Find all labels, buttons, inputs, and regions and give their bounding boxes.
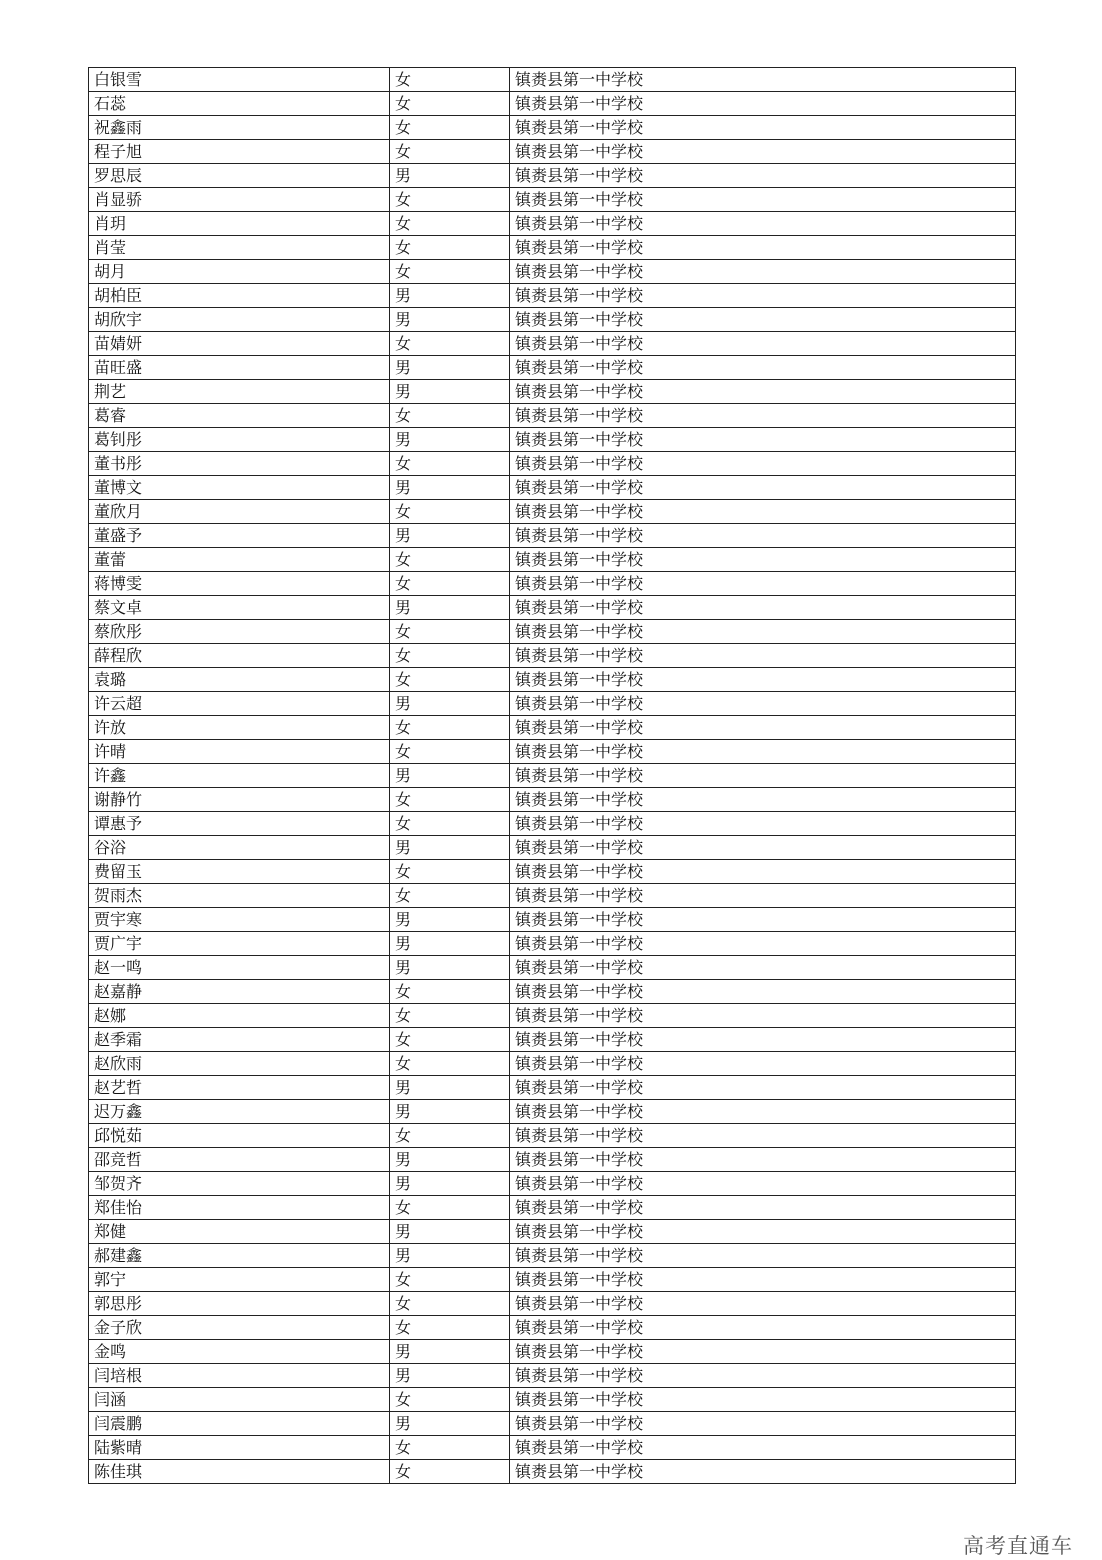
student-name-cell: 谢静竹 [89, 788, 390, 812]
school-cell: 镇赉县第一中学校 [510, 1076, 1016, 1100]
gender-cell: 男 [390, 1412, 510, 1436]
gender-cell: 女 [390, 788, 510, 812]
gender-cell: 女 [390, 572, 510, 596]
school-cell: 镇赉县第一中学校 [510, 860, 1016, 884]
table-row [89, 884, 1016, 908]
gender-cell: 男 [390, 1220, 510, 1244]
student-name-cell: 贾宇寒 [89, 908, 390, 932]
student-name-cell: 胡月 [89, 260, 390, 284]
school-cell: 镇赉县第一中学校 [510, 668, 1016, 692]
school-cell: 镇赉县第一中学校 [510, 548, 1016, 572]
school-cell: 镇赉县第一中学校 [510, 476, 1016, 500]
student-name-cell: 郑佳怡 [89, 1196, 390, 1220]
school-cell: 镇赉县第一中学校 [510, 1364, 1016, 1388]
gender-cell: 男 [390, 164, 510, 188]
gender-cell: 男 [390, 692, 510, 716]
student-name-cell: 贾广宇 [89, 932, 390, 956]
student-name-cell: 赵一鸣 [89, 956, 390, 980]
student-name-cell: 石蕊 [89, 92, 390, 116]
school-cell: 镇赉县第一中学校 [510, 524, 1016, 548]
student-name-cell: 董博文 [89, 476, 390, 500]
table-row [89, 836, 1016, 860]
school-cell: 镇赉县第一中学校 [510, 1268, 1016, 1292]
table-row [89, 1244, 1016, 1268]
school-cell: 镇赉县第一中学校 [510, 1028, 1016, 1052]
table-row [89, 1412, 1016, 1436]
gender-cell: 女 [390, 1436, 510, 1460]
table-row [89, 980, 1016, 1004]
student-name-cell: 赵娜 [89, 1004, 390, 1028]
gender-cell: 男 [390, 356, 510, 380]
student-name-cell: 胡柏臣 [89, 284, 390, 308]
table-row [89, 428, 1016, 452]
table-row [89, 1100, 1016, 1124]
table-row [89, 188, 1016, 212]
student-name-cell: 蔡文卓 [89, 596, 390, 620]
gender-cell: 男 [390, 1148, 510, 1172]
student-name-cell: 贺雨杰 [89, 884, 390, 908]
school-cell: 镇赉县第一中学校 [510, 116, 1016, 140]
student-name-cell: 迟万鑫 [89, 1100, 390, 1124]
gender-cell: 男 [390, 1076, 510, 1100]
school-cell: 镇赉县第一中学校 [510, 452, 1016, 476]
school-cell: 镇赉县第一中学校 [510, 980, 1016, 1004]
table-body [89, 68, 1016, 1484]
student-name-cell: 费留玉 [89, 860, 390, 884]
table-row [89, 1028, 1016, 1052]
school-cell: 镇赉县第一中学校 [510, 644, 1016, 668]
student-name-cell: 邱悦茹 [89, 1124, 390, 1148]
school-cell: 镇赉县第一中学校 [510, 692, 1016, 716]
student-name-cell: 袁璐 [89, 668, 390, 692]
gender-cell: 女 [390, 452, 510, 476]
gender-cell: 男 [390, 932, 510, 956]
table-row [89, 908, 1016, 932]
gender-cell: 男 [390, 908, 510, 932]
gender-cell: 女 [390, 1028, 510, 1052]
student-name-cell: 蔡欣彤 [89, 620, 390, 644]
gender-cell: 男 [390, 836, 510, 860]
student-name-cell: 董蕾 [89, 548, 390, 572]
student-name-cell: 闫涵 [89, 1388, 390, 1412]
student-name-cell: 葛钊彤 [89, 428, 390, 452]
student-name-cell: 陆紫晴 [89, 1436, 390, 1460]
table-row [89, 860, 1016, 884]
gender-cell: 女 [390, 1268, 510, 1292]
student-name-cell: 郝建鑫 [89, 1244, 390, 1268]
table-row [89, 380, 1016, 404]
student-name-cell: 赵艺哲 [89, 1076, 390, 1100]
table-row [89, 932, 1016, 956]
student-name-cell: 葛睿 [89, 404, 390, 428]
student-name-cell: 蒋博雯 [89, 572, 390, 596]
student-name-cell: 许鑫 [89, 764, 390, 788]
school-cell: 镇赉县第一中学校 [510, 740, 1016, 764]
student-name-cell: 郑健 [89, 1220, 390, 1244]
school-cell: 镇赉县第一中学校 [510, 1460, 1016, 1484]
table-row [89, 1124, 1016, 1148]
school-cell: 镇赉县第一中学校 [510, 260, 1016, 284]
gender-cell: 女 [390, 620, 510, 644]
student-name-cell: 程子旭 [89, 140, 390, 164]
gender-cell: 男 [390, 1244, 510, 1268]
student-name-cell: 苗婧妍 [89, 332, 390, 356]
gender-cell: 女 [390, 116, 510, 140]
table-row [89, 236, 1016, 260]
student-name-cell: 罗思辰 [89, 164, 390, 188]
student-list-table [88, 67, 1016, 1484]
school-cell: 镇赉县第一中学校 [510, 788, 1016, 812]
table-row [89, 1076, 1016, 1100]
gender-cell: 女 [390, 1004, 510, 1028]
table-row [89, 164, 1016, 188]
table-row [89, 1316, 1016, 1340]
student-name-cell: 金子欣 [89, 1316, 390, 1340]
table-row [89, 764, 1016, 788]
school-cell: 镇赉县第一中学校 [510, 500, 1016, 524]
gender-cell: 男 [390, 428, 510, 452]
table-row [89, 740, 1016, 764]
student-name-cell: 许云超 [89, 692, 390, 716]
gender-cell: 女 [390, 188, 510, 212]
school-cell: 镇赉县第一中学校 [510, 908, 1016, 932]
school-cell: 镇赉县第一中学校 [510, 164, 1016, 188]
gender-cell: 女 [390, 1388, 510, 1412]
school-cell: 镇赉县第一中学校 [510, 1316, 1016, 1340]
gender-cell: 女 [390, 860, 510, 884]
school-cell: 镇赉县第一中学校 [510, 284, 1016, 308]
gender-cell: 女 [390, 1052, 510, 1076]
school-cell: 镇赉县第一中学校 [510, 1244, 1016, 1268]
table-row [89, 1196, 1016, 1220]
gender-cell: 男 [390, 524, 510, 548]
table-row [89, 1172, 1016, 1196]
table-row [89, 788, 1016, 812]
table-row [89, 284, 1016, 308]
student-name-cell: 谷浴 [89, 836, 390, 860]
table-row [89, 812, 1016, 836]
student-name-cell: 许放 [89, 716, 390, 740]
table-row [89, 1340, 1016, 1364]
school-cell: 镇赉县第一中学校 [510, 620, 1016, 644]
table-row [89, 92, 1016, 116]
student-name-cell: 肖莹 [89, 236, 390, 260]
school-cell: 镇赉县第一中学校 [510, 92, 1016, 116]
gender-cell: 女 [390, 668, 510, 692]
table-row [89, 140, 1016, 164]
gender-cell: 女 [390, 812, 510, 836]
table-row [89, 1364, 1016, 1388]
table-row [89, 620, 1016, 644]
student-name-cell: 董书彤 [89, 452, 390, 476]
student-name-cell: 谭惠予 [89, 812, 390, 836]
gender-cell: 女 [390, 980, 510, 1004]
school-cell: 镇赉县第一中学校 [510, 1172, 1016, 1196]
student-name-cell: 郭宁 [89, 1268, 390, 1292]
gender-cell: 男 [390, 380, 510, 404]
school-cell: 镇赉县第一中学校 [510, 1292, 1016, 1316]
school-cell: 镇赉县第一中学校 [510, 884, 1016, 908]
gender-cell: 女 [390, 1316, 510, 1340]
student-name-cell: 赵欣雨 [89, 1052, 390, 1076]
student-name-cell: 邵竞哲 [89, 1148, 390, 1172]
school-cell: 镇赉县第一中学校 [510, 1124, 1016, 1148]
gender-cell: 女 [390, 260, 510, 284]
school-cell: 镇赉县第一中学校 [510, 932, 1016, 956]
student-name-cell: 陈佳琪 [89, 1460, 390, 1484]
student-name-cell: 许晴 [89, 740, 390, 764]
school-cell: 镇赉县第一中学校 [510, 1052, 1016, 1076]
table-row [89, 212, 1016, 236]
gender-cell: 女 [390, 740, 510, 764]
gender-cell: 女 [390, 1196, 510, 1220]
gender-cell: 女 [390, 716, 510, 740]
table-row [89, 1004, 1016, 1028]
table-row [89, 452, 1016, 476]
school-cell: 镇赉县第一中学校 [510, 188, 1016, 212]
school-cell: 镇赉县第一中学校 [510, 596, 1016, 620]
table-row [89, 308, 1016, 332]
student-name-cell: 闫震鹏 [89, 1412, 390, 1436]
table-row [89, 68, 1016, 92]
table-row [89, 1268, 1016, 1292]
school-cell: 镇赉县第一中学校 [510, 1388, 1016, 1412]
school-cell: 镇赉县第一中学校 [510, 1220, 1016, 1244]
watermark-text: 高考直通车 [963, 1534, 1073, 1558]
gender-cell: 男 [390, 284, 510, 308]
school-cell: 镇赉县第一中学校 [510, 812, 1016, 836]
table-row [89, 1388, 1016, 1412]
gender-cell: 男 [390, 596, 510, 620]
table-row [89, 356, 1016, 380]
student-name-cell: 赵季霜 [89, 1028, 390, 1052]
gender-cell: 女 [390, 548, 510, 572]
school-cell: 镇赉县第一中学校 [510, 764, 1016, 788]
school-cell: 镇赉县第一中学校 [510, 1412, 1016, 1436]
gender-cell: 女 [390, 1292, 510, 1316]
gender-cell: 女 [390, 1124, 510, 1148]
table-row [89, 260, 1016, 284]
student-name-cell: 薛程欣 [89, 644, 390, 668]
student-name-cell: 胡欣宇 [89, 308, 390, 332]
table-row [89, 572, 1016, 596]
student-name-cell: 肖玥 [89, 212, 390, 236]
school-cell: 镇赉县第一中学校 [510, 1196, 1016, 1220]
table-row [89, 404, 1016, 428]
table-row [89, 668, 1016, 692]
student-name-cell: 祝鑫雨 [89, 116, 390, 140]
gender-cell: 女 [390, 500, 510, 524]
student-name-cell: 郭思彤 [89, 1292, 390, 1316]
table-row [89, 332, 1016, 356]
gender-cell: 女 [390, 332, 510, 356]
school-cell: 镇赉县第一中学校 [510, 308, 1016, 332]
gender-cell: 女 [390, 1460, 510, 1484]
gender-cell: 男 [390, 1100, 510, 1124]
table-row [89, 524, 1016, 548]
student-name-cell: 邹贺齐 [89, 1172, 390, 1196]
gender-cell: 女 [390, 212, 510, 236]
school-cell: 镇赉县第一中学校 [510, 1340, 1016, 1364]
school-cell: 镇赉县第一中学校 [510, 716, 1016, 740]
school-cell: 镇赉县第一中学校 [510, 236, 1016, 260]
gender-cell: 女 [390, 644, 510, 668]
table-row [89, 1436, 1016, 1460]
school-cell: 镇赉县第一中学校 [510, 1004, 1016, 1028]
gender-cell: 男 [390, 1364, 510, 1388]
student-name-cell: 白银雪 [89, 68, 390, 92]
school-cell: 镇赉县第一中学校 [510, 1436, 1016, 1460]
gender-cell: 女 [390, 140, 510, 164]
student-name-cell: 肖显骄 [89, 188, 390, 212]
gender-cell: 男 [390, 764, 510, 788]
school-cell: 镇赉县第一中学校 [510, 380, 1016, 404]
student-name-cell: 董欣月 [89, 500, 390, 524]
table-row [89, 1052, 1016, 1076]
school-cell: 镇赉县第一中学校 [510, 956, 1016, 980]
gender-cell: 女 [390, 884, 510, 908]
gender-cell: 女 [390, 404, 510, 428]
student-name-cell: 荆艺 [89, 380, 390, 404]
student-name-cell: 金鸣 [89, 1340, 390, 1364]
table-row [89, 116, 1016, 140]
school-cell: 镇赉县第一中学校 [510, 1148, 1016, 1172]
gender-cell: 女 [390, 236, 510, 260]
gender-cell: 男 [390, 308, 510, 332]
student-name-cell: 闫培根 [89, 1364, 390, 1388]
table-row [89, 1148, 1016, 1172]
school-cell: 镇赉县第一中学校 [510, 572, 1016, 596]
table-row [89, 644, 1016, 668]
school-cell: 镇赉县第一中学校 [510, 332, 1016, 356]
table-row [89, 1460, 1016, 1484]
table-row [89, 476, 1016, 500]
table-row [89, 548, 1016, 572]
school-cell: 镇赉县第一中学校 [510, 140, 1016, 164]
school-cell: 镇赉县第一中学校 [510, 836, 1016, 860]
school-cell: 镇赉县第一中学校 [510, 356, 1016, 380]
table-row [89, 596, 1016, 620]
table-row [89, 1292, 1016, 1316]
table-row [89, 500, 1016, 524]
school-cell: 镇赉县第一中学校 [510, 212, 1016, 236]
gender-cell: 男 [390, 1172, 510, 1196]
table-row [89, 716, 1016, 740]
student-name-cell: 苗旺盛 [89, 356, 390, 380]
school-cell: 镇赉县第一中学校 [510, 428, 1016, 452]
table-row [89, 692, 1016, 716]
school-cell: 镇赉县第一中学校 [510, 1100, 1016, 1124]
gender-cell: 男 [390, 956, 510, 980]
table-row [89, 1220, 1016, 1244]
school-cell: 镇赉县第一中学校 [510, 404, 1016, 428]
gender-cell: 女 [390, 92, 510, 116]
school-cell: 镇赉县第一中学校 [510, 68, 1016, 92]
student-name-cell: 赵嘉静 [89, 980, 390, 1004]
table-row [89, 956, 1016, 980]
gender-cell: 女 [390, 68, 510, 92]
gender-cell: 男 [390, 476, 510, 500]
student-name-cell: 董盛予 [89, 524, 390, 548]
gender-cell: 男 [390, 1340, 510, 1364]
